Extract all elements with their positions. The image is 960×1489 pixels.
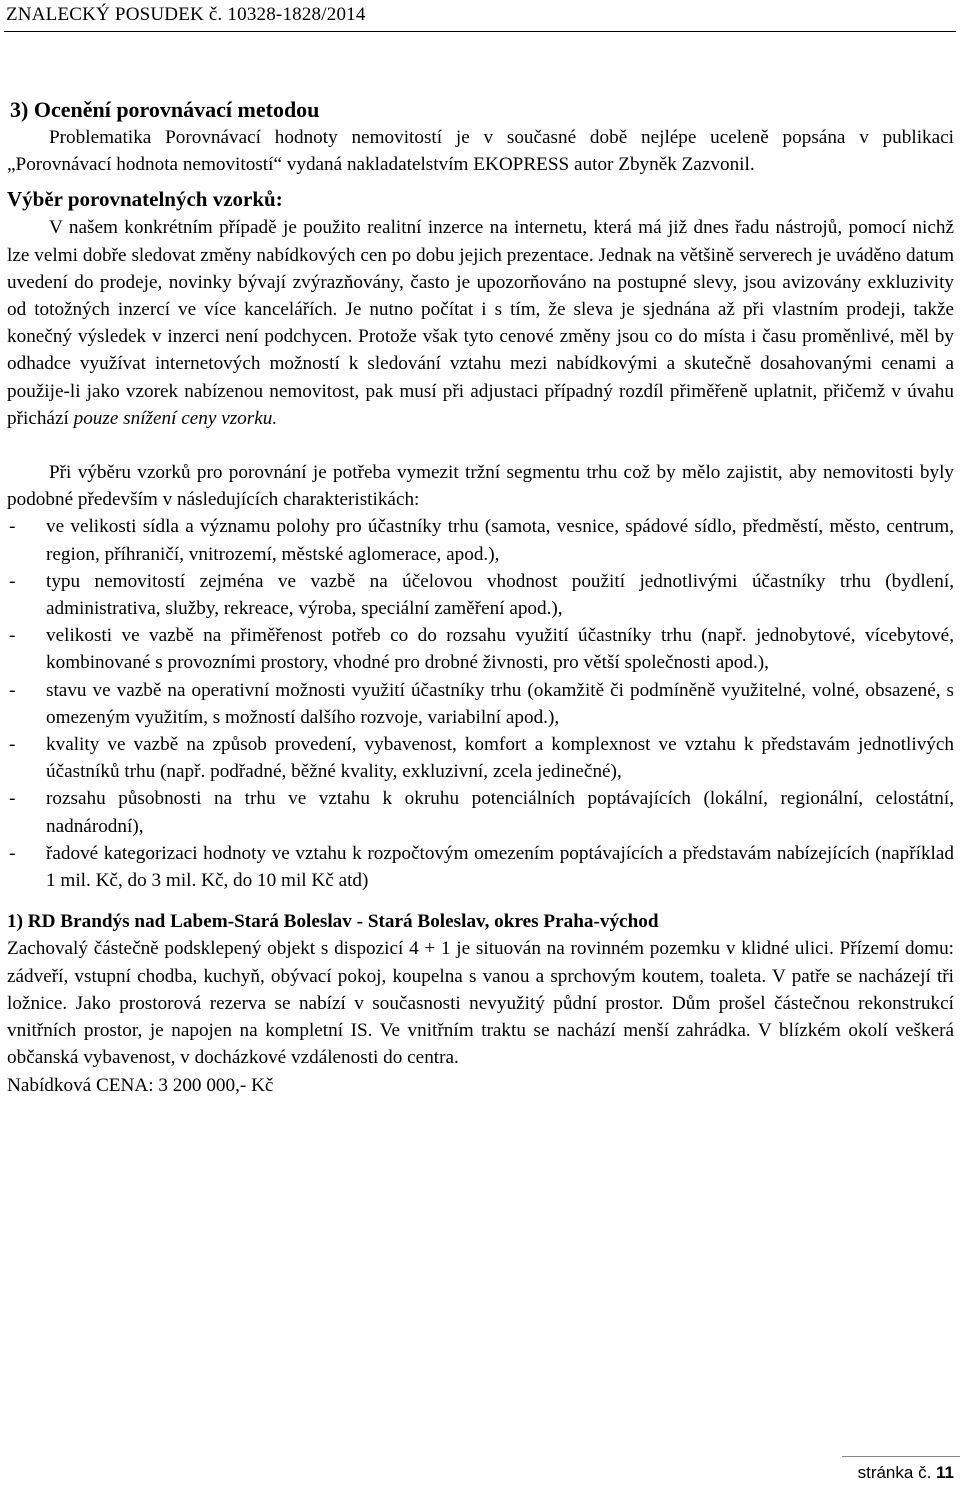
dash-marker: - — [9, 734, 16, 756]
list-item — [7, 677, 954, 731]
page-label: stránka č. — [857, 1463, 937, 1482]
dash-marker: - — [9, 679, 16, 701]
dash-marker: - — [9, 570, 16, 592]
dash-marker: - — [9, 842, 16, 864]
property-heading: 1) RD Brandýs nad Labem-Stará Boleslav - Stará Boleslav, okres Praha-východ — [7, 911, 659, 933]
criteria-intro-paragraph: Při výběru vzorků pro porovnání je potřeba vymezit tržní segmentu trhu což by mělo zajistit, aby nemovitosti byly podobné především v následujících charakteristikách: — [7, 462, 954, 511]
property-price: Nabídková CENA: 3 200 000,- Kč — [7, 1074, 274, 1096]
header-divider — [4, 31, 956, 32]
page-number: 11 — [936, 1463, 954, 1482]
document-title: ZNALECKÝ POSUDEK č. 10328-1828/2014 — [6, 4, 366, 25]
blank-line — [7, 432, 954, 459]
page-footer — [858, 1463, 954, 1483]
list-item-text: typu nemovitostí zejména ve vazbě na účelovou vhodnost použití jednotlivými účastníky trhu (bydlení, administrativa, služby, rekreace, výroba, speciální zaměření apod.), — [46, 570, 954, 620]
document-body — [7, 96, 954, 1099]
sample-selection-paragraph — [7, 214, 954, 432]
paragraph-italic-text: pouze snížení ceny vzorku. — [73, 407, 278, 429]
list-item — [7, 731, 954, 785]
criteria-list — [7, 513, 954, 894]
list-item-text: ve velikosti sídla a významu polohy pro účastníky trhu (samota, vesnice, spádové sídlo, předměstí, město, centrum, region, příhraničí, vnitrozemí, městské aglomerace, apod.), — [46, 516, 954, 565]
paragraph-text: V našem konkrétním případě je použito realitní inzerce na internetu, která má již dnes řadu nástrojů, pomocí nichž lze velmi dobře sledovat změny nabídkových cen po dobu jejich prezentace. Jednak na většině serverech je uváděno datum uvedení do prodeje, novinky bývají zvýrazňovány, často je upozorňováno na postupné slevy, jsou avizovány exkluzivity od totožných inzercí ve více kancelářích. Je nutno počítat i s tím, že sleva je sjednána až při vlastním prodeji, takže konečný výsledek v inzerci není podchycen. Protože však tyto cenové změny jsou co do místa i času proměnlivé, měl by odhadce využívat internetových možností k sledování vztahu mezi nabídkovými a skutečně dosahovanými cenami a použije-li jako vzorek nabízenou nemovitost, pak musí při adjustaci případný rozdíl přiměřeně uplatnit, přičemž v úvahu přichází — [7, 217, 954, 429]
section-intro: Problematika Porovnávací hodnoty nemovitostí je v současné době nejlépe uceleně popsána v publikaci „Porovnávací hodnota nemovitostí“ vydaná nakladatelstvím EKOPRESS autor Zbyněk Zazvonil. — [7, 127, 954, 176]
dash-marker: - — [9, 788, 16, 810]
list-item-text: rozsahu působnosti na trhu ve vztahu k okruhu potenciálních poptávajících (lokální, regionální, celostátní, nadnárodní), — [46, 788, 954, 837]
list-item — [7, 840, 954, 894]
footer-divider — [842, 1456, 960, 1457]
list-item-text: kvality ve vazbě na způsob provedení, vybavenost, komfort a komplexnost ve vztahu k představám jednotlivých účastníků trhu (např. podřadné, běžné kvality, exkluzivní, zcela jedinečné), — [46, 734, 954, 783]
list-item — [7, 513, 954, 567]
page-header — [4, 0, 956, 34]
property-description: Zachovalý částečně podsklepený objekt s dispozicí 4 + 1 je situován na rovinném pozemku v klidné ulici. Přízemí domu: zádveří, vstupní chodba, kuchyň, obývací pokoj, koupelna s vanou a sprchovým koutem, toaleta. V patře se nacházejí tři ložnice. Jako prostorová rezerva se nabízí v současnosti nevyužitý půdní prostor. Dům prošel částečnou rekonstrukcí vnitřních prostor, je napojen na kompletní IS. Ve vnitřním traktu se nachází menší zahrádka. V blízkém okolí veškerá občanská vybavenost, v docházkové vzdálenosti do centra. — [7, 938, 954, 1069]
list-item — [7, 785, 954, 839]
list-item-text: velikosti ve vazbě na přiměřenost potřeb co do rozsahu využití účastníky trhu (např. jednobytové, vícebytové, kombinované s provozními prostory, vhodné pro drobné živnosti, pro větší společnosti apod.), — [46, 625, 954, 674]
section-heading: 3) Ocenění porovnávací metodou — [10, 97, 320, 122]
list-item-text: stavu ve vazbě na operativní možnosti využití účastníky trhu (okamžitě či podmíněně využitelné, volné, obsazené, s omezeným využitím, s možností dalšího rozvoje, variabilní apod.), — [46, 679, 954, 728]
dash-marker: - — [9, 625, 16, 647]
dash-marker: - — [9, 516, 16, 538]
list-item-text: řadové kategorizaci hodnoty ve vztahu k rozpočtovým omezením poptávajících a představám nabízejících (například 1 mil. Kč, do 3 mil. Kč, do 10 mil Kč atd) — [46, 842, 954, 892]
list-item — [7, 622, 954, 676]
list-item — [7, 568, 954, 622]
sample-selection-heading: Výběr porovnatelných vzorků: — [7, 187, 283, 212]
